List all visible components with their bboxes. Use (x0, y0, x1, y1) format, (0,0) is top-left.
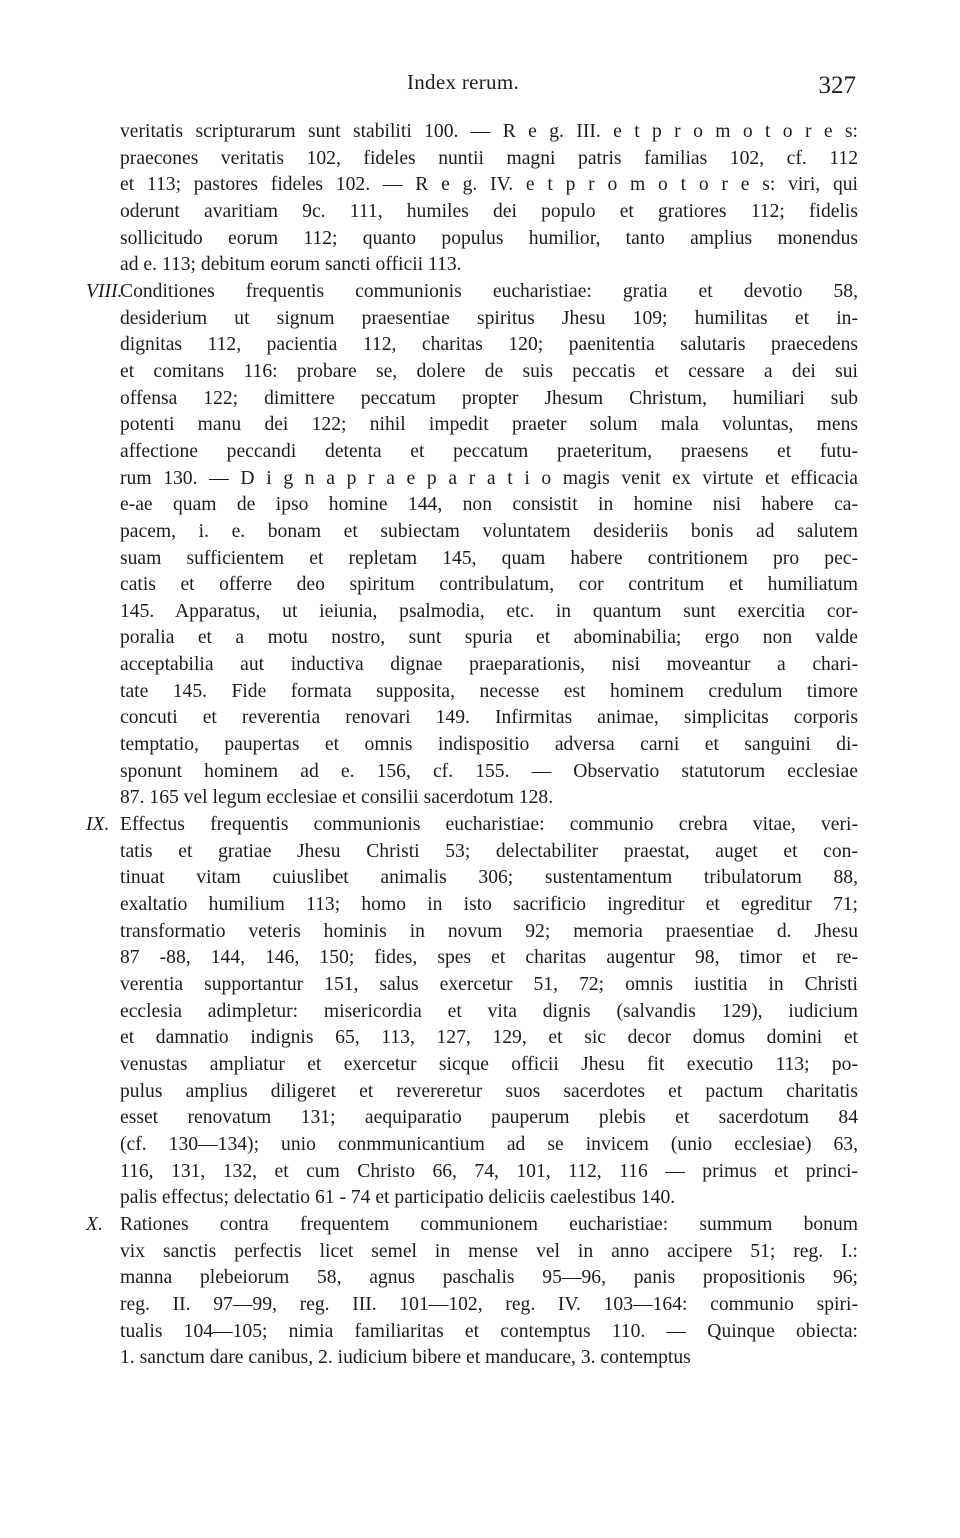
line-text: catis et offerre deo spiritum contribulatum, cor contritum et humiliatum (120, 574, 858, 596)
text-line (120, 1159, 858, 1186)
text-line (120, 785, 858, 812)
text-line (120, 1239, 858, 1266)
text-line (120, 705, 858, 732)
text-line (120, 1025, 858, 1052)
line-text: concuti et reverentia renovari 149. Infirmitas animae, simplicitas corporis (120, 707, 858, 729)
section-numeral: X. (86, 1213, 103, 1235)
text-line (120, 439, 858, 466)
line-text: rum 130. — D i g n a p r a e p a r a t i o magis venit ex virtute et efficacia (120, 467, 858, 489)
text-line (120, 679, 858, 706)
text-line (120, 1052, 858, 1079)
text-line (120, 1292, 858, 1319)
page-body (86, 119, 858, 1372)
text-line (120, 412, 858, 439)
text-line (120, 546, 858, 573)
section-numeral: VIII. (86, 280, 123, 302)
text-line (120, 172, 858, 199)
text-line (120, 199, 858, 226)
text-line (120, 892, 858, 919)
line-text: desiderium ut signum praesentiae spiritus Jhesu 109; humilitas et in- (120, 307, 858, 329)
text-line (120, 652, 858, 679)
line-text: 1. sanctum dare canibus, 2. iudicium bibere et manducare, 3. contemptus (120, 1347, 691, 1369)
text-line (120, 972, 858, 999)
line-text: tualis 104—105; nimia familiaritas et contemptus 110. — Quinque obiecta: (120, 1320, 858, 1342)
text-line (120, 1079, 858, 1106)
line-text: sollicitudo eorum 112; quanto populus humilior, tanto amplius monendus (120, 227, 858, 249)
line-text: tinuat vitam cuiuslibet animalis 306; sustentamentum tribulatorum 88, (120, 867, 858, 889)
text-line (120, 119, 858, 146)
line-text: temptatio, paupertas et omnis indispositio adversa carni et sanguini di- (120, 734, 858, 756)
line-text: acceptabilia aut inductiva dignae praeparationis, nisi moveantur a chari- (120, 654, 858, 676)
line-text: praecones veritatis 102, fideles nuntii magni patris familias 102, cf. 112 (120, 147, 858, 169)
text-line (120, 1105, 858, 1132)
line-text: tatis et gratiae Jhesu Christi 53; delectabiliter praestat, auget et con- (120, 840, 858, 862)
line-text: 87. 165 vel legum ecclesiae et consilii sacerdotum 128. (120, 787, 554, 809)
text-line (120, 1319, 858, 1346)
line-text: Effectus frequentis communionis eucharistiae: communio crebra vitae, veri- (120, 814, 858, 836)
line-text: dignitas 112, pacientia 112, charitas 120; paenitentia salutaris praecedens (120, 334, 858, 356)
text-line (120, 1185, 858, 1212)
line-text: tate 145. Fide formata supposita, necesse est hominem credulum timore (120, 680, 858, 702)
line-text: exaltatio humilium 113; homo in isto sacrificio ingreditur et egreditur 71; (120, 894, 858, 916)
text-line (120, 625, 858, 652)
text-line (120, 332, 858, 359)
line-text: 116, 131, 132, et cum Christo 66, 74, 101, 112, 116 — primus et princi- (120, 1160, 858, 1182)
text-line (120, 759, 858, 786)
text-line (120, 865, 858, 892)
text-line (120, 732, 858, 759)
line-text: vix sanctis perfectis licet semel in mense vel in anno accipere 51; reg. I.: (120, 1240, 858, 1262)
text-line (120, 386, 858, 413)
text-line (120, 226, 858, 253)
line-text: reg. II. 97—99, reg. III. 101—102, reg. IV. 103—164: communio spiri- (120, 1293, 858, 1315)
line-text: esset renovatum 131; aequiparatio pauperum plebis et sacerdotum 84 (120, 1107, 858, 1129)
line-text: affectione peccandi detenta et peccatum praeteritum, praesens et futu- (120, 440, 858, 462)
text-line (120, 466, 858, 493)
line-text: pulus amplius diligeret et revereretur suos sacerdotes et pactum charitatis (120, 1080, 858, 1102)
line-text: pacem, i. e. bonam et subiectam voluntatem desideriis bonis ad salutem (120, 520, 858, 542)
line-text: palis effectus; delectatio 61 - 74 et participatio deliciis caelestibus 140. (120, 1187, 676, 1209)
line-text: (cf. 130—134); unio conmmunicantium ad se invicem (unio ecclesiae) 63, (120, 1133, 858, 1155)
text-line (120, 999, 858, 1026)
line-text: oderunt avaritiam 9c. 111, humiles dei populo et gratiores 112; fidelis (120, 200, 858, 222)
text-line (120, 839, 858, 866)
line-text: offensa 122; dimittere peccatum propter Jhesum Christum, humiliari sub (120, 387, 858, 409)
line-text: poralia et a motu nostro, sunt spuria et abominabilia; ergo non valde (120, 627, 858, 649)
line-text: Conditiones frequentis communionis eucharistiae: gratia et devotio 58, (120, 280, 858, 302)
text-line (120, 492, 858, 519)
line-text: venustas ampliatur et exercetur sicque officii Jhesu fit executio 113; po- (120, 1053, 858, 1075)
text-line (120, 306, 858, 333)
line-text: e-ae quam de ipso homine 144, non consistit in homine nisi habere ca- (120, 494, 858, 516)
text-line (120, 945, 858, 972)
text-line (120, 599, 858, 626)
text-line (120, 1265, 858, 1292)
line-text: ad e. 113; debitum eorum sancti officii 113. (120, 254, 462, 276)
line-text: verentia supportantur 151, salus exercetur 51, 72; omnis iustitia in Christi (120, 974, 858, 995)
line-text: veritatis scripturarum sunt stabiliti 100. — R e g. III. e t p r o m o t o r e s: (120, 121, 858, 142)
line-text: 145. Apparatus, ut ieiunia, psalmodia, etc. in quantum sunt exercitia cor- (120, 600, 858, 622)
text-line (120, 146, 858, 173)
line-text: et damnatio indignis 65, 113, 127, 129, et sic decor domus domini et (120, 1027, 858, 1049)
line-text: et comitans 116: probare se, dolere de suis peccatis et cessare a dei sui (120, 360, 858, 382)
text-line (86, 279, 858, 306)
text-line (86, 1212, 858, 1239)
text-line (120, 1345, 858, 1372)
line-text: Rationes contra frequentem communionem eucharistiae: summum bonum (120, 1213, 858, 1235)
line-text: 87 -88, 144, 146, 150; fides, spes et charitas augentur 98, timor et re- (120, 947, 858, 969)
line-text: suam sufficientem et repletam 145, quam habere contritionem pro pec- (120, 547, 858, 569)
line-text: sponunt hominem ad e. 156, cf. 155. — Observatio statutorum ecclesiae (120, 760, 858, 782)
text-line (120, 1132, 858, 1159)
line-text: et 113; pastores fideles 102. — R e g. IV. e t p r o m o t o r e s: viri, qui (120, 174, 858, 196)
section-numeral: IX. (86, 814, 110, 836)
text-line (120, 252, 858, 279)
line-text: potenti manu dei 122; nihil impedit praeter solum mala voluntas, mens (120, 414, 858, 436)
text-line (120, 919, 858, 946)
page-header (0, 66, 960, 106)
line-text: manna plebeiorum 58, agnus paschalis 95—96, panis propositionis 96; (120, 1267, 858, 1289)
text-line (120, 359, 858, 386)
text-line (120, 519, 858, 546)
line-text: transformatio veteris hominis in novum 92; memoria praesentiae d. Jhesu (120, 920, 858, 942)
text-line (120, 572, 858, 599)
running-title: Index rerum. (406, 70, 520, 94)
text-line (86, 812, 858, 839)
page-number: 327 (818, 72, 856, 99)
line-text: ecclesia adimpletur: misericordia et vita dignis (salvandis 129), iudicium (120, 1000, 858, 1022)
